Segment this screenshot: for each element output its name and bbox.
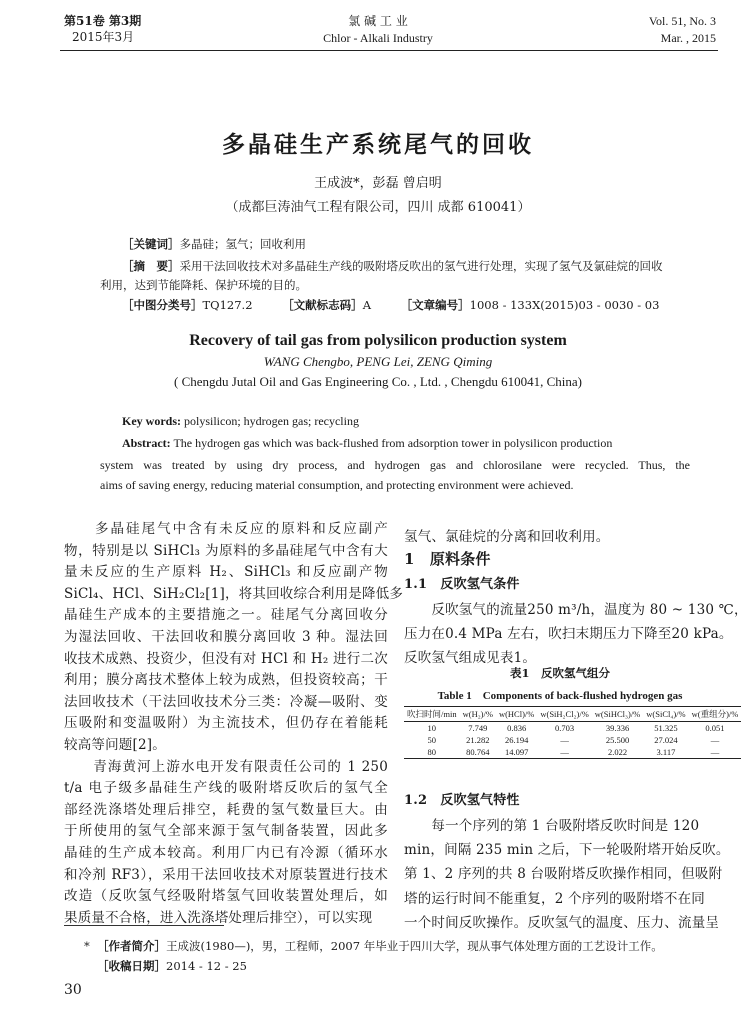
title-en: Recovery of tail gas from polysilicon production system bbox=[189, 332, 567, 349]
clc-label: ［中图分类号］ bbox=[122, 298, 203, 312]
abstract-en-label: Abstract: bbox=[122, 436, 171, 450]
table-cell: 25.500 bbox=[605, 735, 630, 745]
abstract-label: ［摘 要］ bbox=[122, 259, 180, 273]
section-heading-1-1: 1.1 反吹氢气条件 bbox=[404, 577, 520, 592]
table-cell: 10 bbox=[427, 723, 437, 733]
table-caption-en: Table 1 Components of back-flushed hydrogen gas bbox=[437, 690, 683, 702]
body-line: 部经洗涤塔处理后排空，耗费的氢气数量巨大。由 bbox=[64, 801, 388, 818]
body-line: 青海黄河上游水电开发有限责任公司的 1 250 bbox=[64, 758, 388, 775]
table-header-cell: w(H₂)/% bbox=[462, 709, 493, 719]
table-cell: 0.051 bbox=[705, 723, 725, 733]
header-rule bbox=[60, 50, 718, 51]
classification bbox=[122, 297, 659, 313]
body-line: 利用；膜分离技术整体上较为成熟，但投资较高；干 bbox=[64, 672, 388, 689]
footnote-received bbox=[97, 958, 247, 974]
table-row bbox=[404, 722, 741, 735]
volume-cn: 第51卷 第3期 bbox=[64, 14, 142, 28]
table-header-cell: w(SiHCl₃)/% bbox=[594, 709, 641, 719]
body-line: 多晶硅尾气中含有未反应的原料和反应副产 bbox=[64, 521, 388, 537]
body-line: 塔的运行时间不能重复，2 个序列的吸附塔不在同 bbox=[404, 890, 705, 907]
body-line: 一个时间反吹操作。反吹氢气的温度、压力、流量呈 bbox=[404, 914, 720, 931]
page-number: 30 bbox=[64, 982, 82, 998]
table-cell: 7.749 bbox=[468, 723, 488, 733]
table-row bbox=[404, 746, 741, 759]
abstract-en-line2: system was treated by using dry process, and hydrogen gas and chlorosilane were recycled. Thus, the bbox=[100, 458, 690, 472]
body-line: 较高等问题[2]。 bbox=[64, 737, 166, 753]
table-header-cell: w(HCl)/% bbox=[498, 709, 535, 719]
body-line: min，间隔 235 min 之后，下一轮吸附塔开始反吹。 bbox=[404, 842, 730, 859]
date-cn: 2015年3月 bbox=[72, 30, 135, 44]
body-line: 于所使用的氢气全部来源于氢气制备装置，因此多 bbox=[64, 823, 388, 840]
table-header-row bbox=[404, 707, 741, 722]
keywords-label: ［关键词］ bbox=[122, 237, 180, 251]
body-line: 物，特别是以 SiHCl₃ 为原料的多晶硅尾气中含有大 bbox=[64, 542, 388, 559]
author-text: 王成波(1980—)，男，工程师，2007 年毕业于四川大学，现从事气体处理方面的工艺设计工作。 bbox=[166, 939, 663, 953]
doc-value: A bbox=[362, 298, 371, 312]
body-line: 第 1、2 序列的共 8 台吸附塔反吹操作相同，但吸附 bbox=[404, 866, 723, 883]
body-line: SiCl₄、HCl、SiH₂Cl₂[1]，将其回收综合利用是降低多 bbox=[64, 585, 404, 602]
body-line: 收技术成熟、投资少，但没有对 HCl 和 H₂ 进行二次 bbox=[64, 650, 388, 667]
table-cell: 2.022 bbox=[607, 747, 628, 757]
table-cell: 50 bbox=[427, 735, 437, 745]
journal-cn: 氯 碱 工 业 bbox=[348, 14, 408, 28]
section-heading-1-2: 1.2 反吹氢气特性 bbox=[404, 793, 520, 808]
table-cell: 0.836 bbox=[507, 723, 527, 733]
body-line: 法回收技术（干法回收技术分三类：冷凝—吸附、变 bbox=[64, 693, 388, 710]
abstract-en-line: The hydrogen gas which was back-flushed from adsorption tower in polysilicon production bbox=[170, 436, 613, 450]
table-cell: 21.282 bbox=[466, 735, 490, 745]
table-cell: 51.325 bbox=[654, 723, 678, 733]
body-line: 量未反应的生产原料 H₂、SiHCl₃ 和反应副产物 bbox=[64, 564, 388, 581]
body-line: 晶硅生产成本的主要措施之一。硅尾气分离回收分 bbox=[64, 607, 388, 624]
body-line: 反吹氢气的流量250 m³/h，温度为 80 ~ 130 ℃， bbox=[404, 602, 748, 618]
abstract-en bbox=[122, 436, 612, 451]
body-line: 压吸附和变温吸附）为主流技术，但仍存在着能耗 bbox=[64, 715, 388, 732]
table-cell: — bbox=[710, 747, 720, 757]
keywords-text: 多晶硅；氢气；回收利用 bbox=[179, 237, 306, 251]
table-caption-cn: 表1 反吹氢气组分 bbox=[509, 666, 610, 680]
footnote-author bbox=[84, 938, 663, 954]
body-line: 和冷剂 RF3），采用干法回收技术对原装置进行技术 bbox=[64, 866, 388, 883]
keywords-en-label: Key words: bbox=[122, 414, 181, 428]
volume-en: Vol. 51, No. 3 bbox=[648, 14, 716, 28]
doc-label: ［文献标志码］ bbox=[282, 298, 363, 312]
table-cell: — bbox=[560, 735, 569, 745]
keywords-cn bbox=[122, 236, 306, 252]
footnote-rule bbox=[64, 925, 224, 926]
body-line: 压力在0.4 MPa 左右，吹扫末期压力下降至20 kPa。 bbox=[404, 626, 733, 642]
table-row bbox=[404, 734, 741, 746]
table-cell: 14.097 bbox=[504, 747, 529, 757]
body-line: 为湿法回收、干法回收和膜分离回收 3 种。湿法回 bbox=[64, 629, 388, 645]
table-1 bbox=[404, 706, 741, 759]
table-cell: — bbox=[710, 735, 720, 745]
body-line: 每一个序列的第 1 台吸附塔反吹时间是 120 bbox=[404, 818, 700, 834]
table-cell: 26.194 bbox=[504, 735, 529, 745]
journal-en: Chlor - Alkali Industry bbox=[323, 31, 433, 45]
table-cell: 39.336 bbox=[605, 723, 630, 733]
body-line: 氢气、氯硅烷的分离和回收利用。 bbox=[404, 529, 610, 545]
footnote-mark: * bbox=[84, 939, 90, 953]
table-header-cell: w(SiH₂Cl₂)/% bbox=[540, 709, 589, 719]
table-cell: — bbox=[560, 747, 569, 757]
body-line: t/a 电子级多晶硅生产线的吸附塔反吹后的氢气全 bbox=[64, 780, 388, 797]
authors-en: WANG Chengbo, PENG Lei, ZENG Qiming bbox=[263, 354, 493, 369]
affiliation-en: ( Chengdu Jutal Oil and Gas Engineering Co. , Ltd. , Chengdu 610041, China) bbox=[173, 374, 582, 389]
authors-cn: 王成波*，彭磊 曾启明 bbox=[314, 176, 442, 191]
keywords-en-text: polysilicon; hydrogen gas; recycling bbox=[181, 414, 359, 428]
affiliation-cn: （成都巨涛油气工程有限公司，四川 成都 610041） bbox=[225, 200, 531, 215]
table-cell: 27.024 bbox=[654, 735, 678, 745]
keywords-en bbox=[122, 414, 359, 429]
body-line: 改造（反吹氢气经吸附塔氢气回收装置处理后，如 bbox=[64, 888, 388, 905]
received-label: ［收稿日期］ bbox=[97, 959, 166, 973]
art-label: ［文章编号］ bbox=[400, 298, 470, 312]
abstract-en-line3: aims of saving energy, reducing material consumption, and protecting environment were achieved. bbox=[100, 478, 574, 492]
title-cn: 多晶硅生产系统尾气的回收 bbox=[222, 131, 534, 158]
table-header-cell: 吹扫时间/min bbox=[407, 709, 457, 719]
body-line: 晶硅的生产成本较高。利用厂内已有冷源（循环水 bbox=[64, 845, 388, 861]
author-label: ［作者简介］ bbox=[97, 939, 167, 953]
clc-value: TQ127.2 bbox=[202, 298, 253, 312]
table-cell: 0.703 bbox=[555, 723, 575, 733]
abstract-cn bbox=[122, 258, 663, 274]
table-cell: 3.117 bbox=[656, 747, 676, 757]
table-cell: 80.764 bbox=[466, 747, 490, 757]
abstract-cn-line2: 利用，达到节能降耗、保护环境的目的。 bbox=[100, 278, 307, 292]
table-header-cell: w(SiCl₄)/% bbox=[646, 709, 686, 719]
body-line: 反吹氢气组成见表1。 bbox=[404, 650, 537, 666]
date-en: Mar. , 2015 bbox=[660, 31, 716, 45]
art-value: 1008 - 133X(2015)03 - 0030 - 03 bbox=[469, 298, 660, 312]
section-heading-1: 1 原料条件 bbox=[404, 550, 491, 568]
table-header-cell: w(重组分)/% bbox=[691, 709, 739, 719]
received-date: 2014 - 12 - 25 bbox=[166, 959, 247, 973]
body-line: 果质量不合格，进入洗涤塔处理后排空），可以实现 bbox=[64, 909, 373, 926]
table-cell: 80 bbox=[427, 747, 437, 757]
abstract-line: 采用干法回收技术对多晶硅生产线的吸附塔反吹出的氢气进行处理，实现了氢气及氯硅烷的回收 bbox=[179, 259, 663, 273]
